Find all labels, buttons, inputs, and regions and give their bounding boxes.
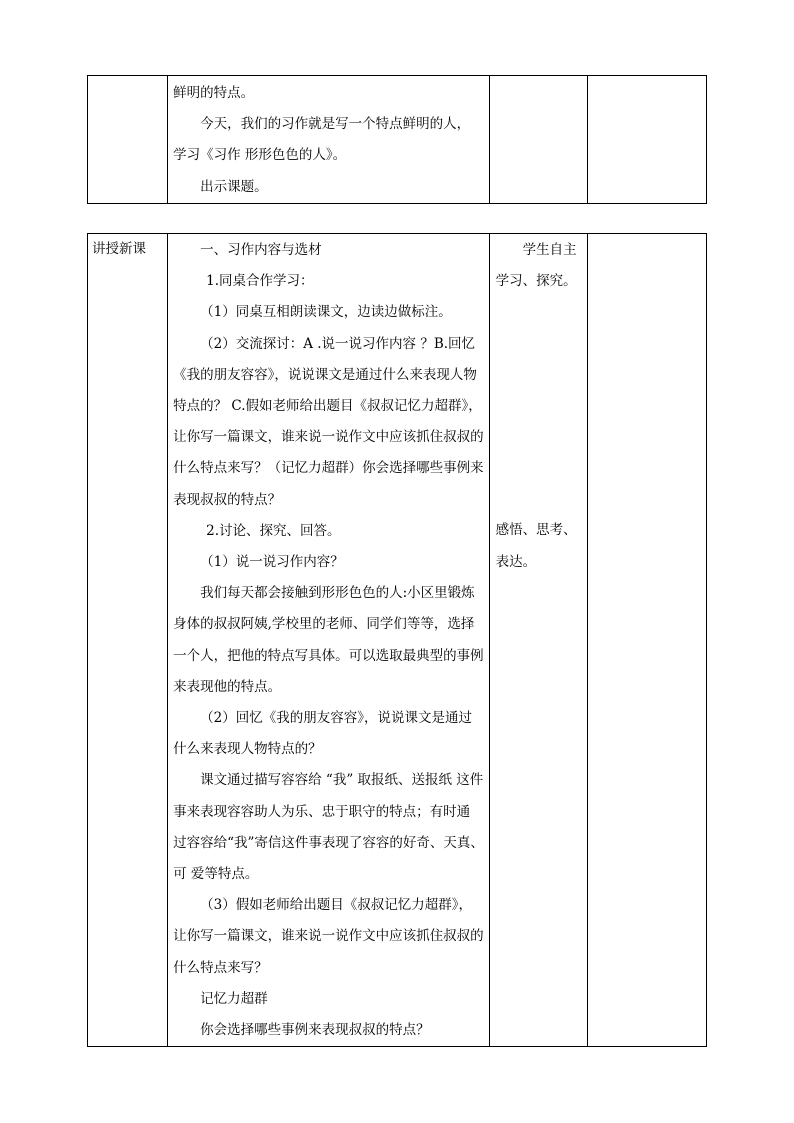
paragraph: （2）回忆《我的朋友容容》，说说课文是通过什么来表现人物特点的？	[173, 710, 472, 758]
activity-line: 学生自主	[522, 242, 577, 258]
paragraph: 学习《习作 形形色色的人》。	[173, 147, 347, 164]
paragraph: 鲜明的特点。	[173, 85, 255, 101]
paragraph: （3）假如老师给出题目《叔叔记忆力超群》，让你写一篇课文，谁来说一说作文中应该抓住叔叔的什么特点来写？	[173, 897, 484, 976]
lesson-table	[87, 233, 707, 1047]
paragraph: （1）同桌互相朗读课文，边读边做标注。	[200, 304, 452, 321]
content-cell	[168, 76, 490, 204]
activity-line: 感悟、思考、	[495, 522, 577, 539]
student-activity-cell-empty	[489, 76, 587, 204]
paragraph: （2）交流探讨：A .说一说习作内容 ？B.回忆《我的朋友容容》，说说课文是通过什么来表现人物特点的？ C.假如老师给出题目《叔叔记忆力超群》，让你写一篇课文，谁来说一说作文中应该抓住叔叔的什么特点来写？（记忆力超群）你会选择哪些事例来表现叔叔的特点？	[173, 335, 484, 508]
paragraph: 出示课题。	[200, 178, 268, 195]
paragraph: 你会选择哪些事例来表现叔叔的特点？	[200, 1022, 430, 1039]
paragraph: 课文通过描写容容给 “我” 取报纸、送报纸 这件事来表现容容助人为乐、忠于职守的特点；有时通 过容容给“我”寄信这件事表现了容容的好奇、天真、可 爱等特点。	[173, 772, 484, 883]
content-cell	[168, 234, 490, 1047]
section-heading: 一、习作内容与选材	[200, 242, 322, 258]
paragraph: （1）说一说习作内容？	[200, 554, 344, 571]
top-table-continuation	[87, 75, 707, 204]
stage-cell-empty	[88, 76, 168, 204]
notes-cell-empty	[587, 234, 706, 1047]
stage-cell	[88, 234, 168, 1047]
paragraph: 记忆力超群	[200, 990, 268, 1007]
notes-cell-empty	[587, 76, 706, 204]
paragraph: 2.讨论、探究、回答。	[206, 522, 341, 539]
student-activity-cell	[489, 234, 587, 1047]
paragraph: 今天，我们的习作就是写一个特点鲜明的人，	[200, 116, 471, 133]
stage-label: 讲授新课	[92, 241, 146, 257]
activity-line: 学习、探究。	[495, 273, 577, 290]
activity-line: 表达。	[495, 553, 537, 570]
paragraph: 我们每天都会接触到形形色色的人:小区里锻炼身体的叔叔阿姨,学校里的老师、同学们等等，选择一个人，把他的特点写具体。可以选取最典型的事例来表现他的特点。	[173, 585, 484, 695]
paragraph: 1.同桌合作学习：	[206, 273, 314, 290]
